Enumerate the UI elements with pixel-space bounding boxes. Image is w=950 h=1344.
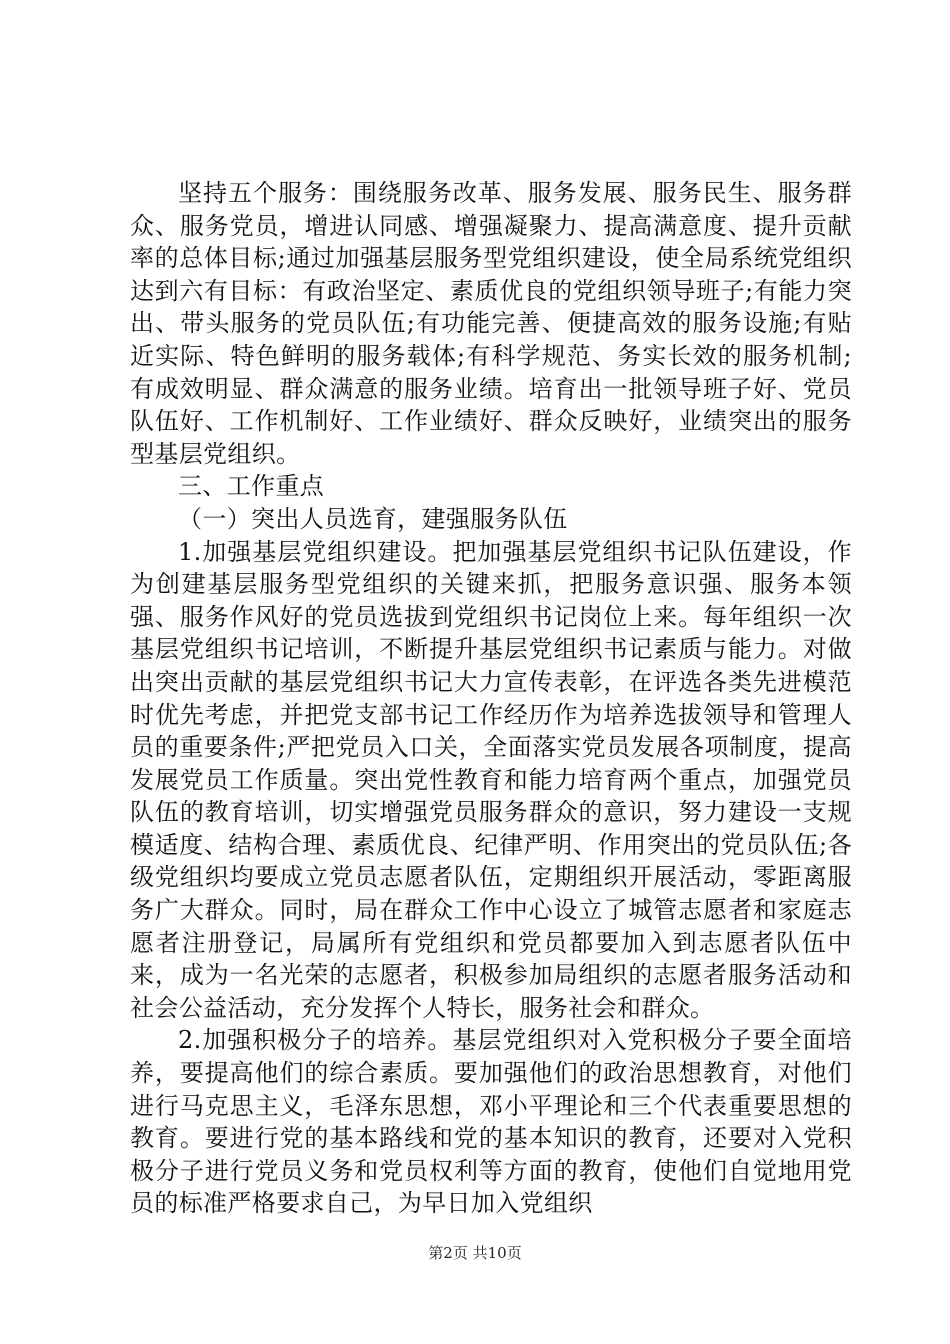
paragraph-grassroots-organization: 1.加强基层党组织建设。把加强基层党组织书记队伍建设，作为创建基层服务型党组织的关键来抓，把服务意识强、服务本领强、服务作风好的党员选拔到党组织书记岗位上来。每年组织一次基层党组织书记培训，不断提升基层党组织书记素质与能力。对做出突出贡献的基层党组织书记大力宣传表彰，在评选各类先进模范时优先考虑，并把党支部书记工作经历作为培养选拔领导和管理人员的重要条件;严把党员入口关，全面落实党员发展各项制度，提高发展党员工作质量。突出党性教育和能力培育两个重点，加强党员队伍的教育培训，切实增强党员服务群众的意识，努力建设一支规模适度、结构合理、素质优良、纪律严明、作用突出的党员队伍;各级党组织均要成立党员志愿者队伍，定期组织开展活动，零距离服务广大群众。同时，局在群众工作中心设立了城管志愿者和家庭志愿者注册登记，局属所有党组织和党员都要加入到志愿者队伍中来，成为一名光荣的志愿者，积极参加局组织的志愿者服务活动和社会公益活动，充分发挥个人特长，服务社会和群众。 [130,537,852,1022]
page-number-footer: 第2页 共10页 [428,1244,522,1262]
paragraph-activist-training: 2.加强积极分子的培养。基层党组织对入党积极分子要全面培养，要提高他们的综合素质。要加强他们的政治思想教育，对他们进行马克思主义，毛泽东思想，邓小平理论和三个代表重要思想的教育。要进行党的基本路线和党的基本知识的教育，还要对入党积极分子进行党员义务和党员权利等方面的教育，使他们自觉地用党员的标准严格要求自己，为早日加入党组织 [130,1026,852,1218]
paragraph-service-goals: 坚持五个服务：围绕服务改革、服务发展、服务民生、服务群众、服务党员，增进认同感、增强凝聚力、提高满意度、提升贡献率的总体目标;通过加强基层服务型党组织建设，使全局系统党组织达到六有目标：有政治坚定、素质优良的党组织领导班子;有能力突出、带头服务的党员队伍;有功能完善、便捷高效的服务设施;有贴近实际、特色鲜明的服务载体;有科学规范、务实长效的服务机制;有成效明显、群众满意的服务业绩。培育出一批领导班子好、党员队伍好、工作机制好、工作业绩好、群众反映好，业绩突出的服务型基层党组织。 [130,179,852,468]
section-heading-work-focus: 三、工作重点 [178,472,325,501]
document-body [130,177,852,1220]
subsection-heading-personnel: （一）突出人员选育，建强服务队伍 [178,504,568,533]
